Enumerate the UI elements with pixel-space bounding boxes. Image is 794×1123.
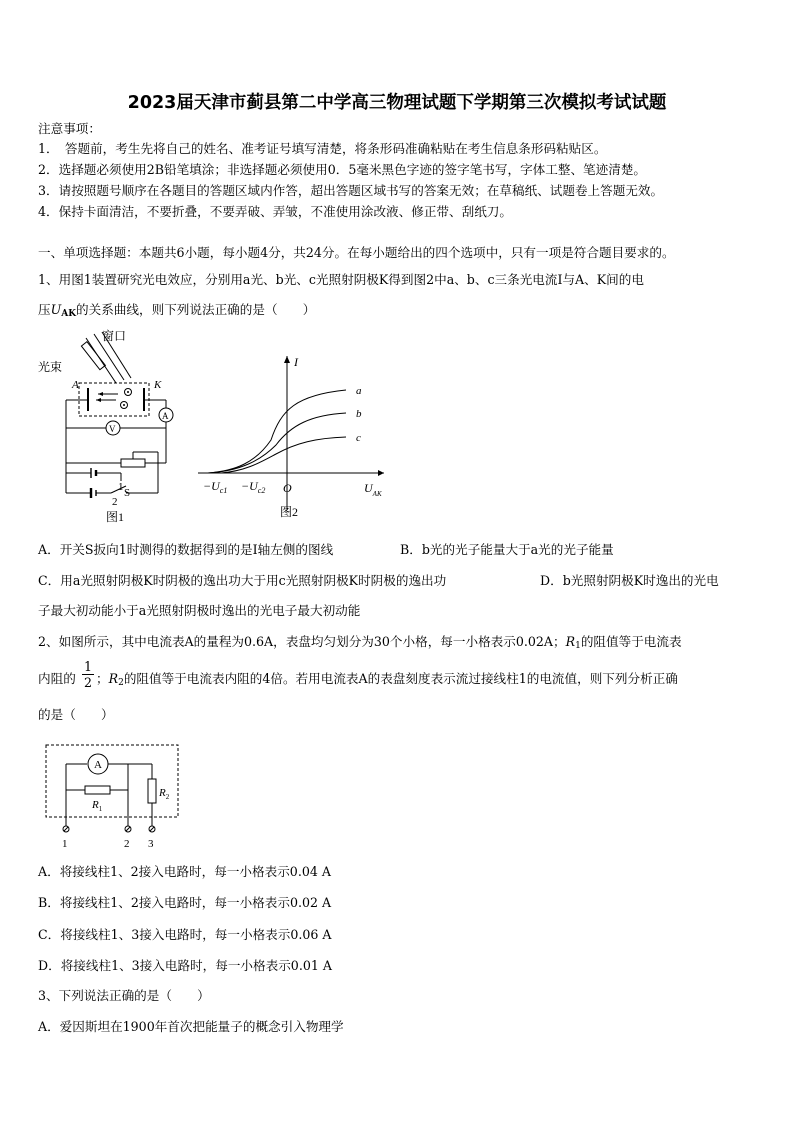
fraction-half (82, 659, 94, 690)
notice-item-4: 4．保持卡面清洁，不要折叠，不要弄破、弄皱，不准使用涂改液、修正带、刮纸刀。 (38, 204, 512, 219)
q1-option-a: A．开关S扳向1时测得的数据得到的是I轴左侧的图线 (38, 542, 334, 557)
q2-option-c: C．将接线柱1、3接入电路时，每一小格表示0.06 A (38, 927, 332, 942)
curve-c-label: c (356, 432, 361, 444)
rheostat-symbol (121, 459, 145, 467)
r2-subscript: 2 (118, 678, 124, 688)
curve-b (208, 413, 346, 473)
r2-symbol: R (108, 671, 119, 686)
section-heading: 一、单项选择题：本题共6小题，每小题4分，共24分。在每小题给出的四个选项中，只有一项是符合题目要求的。 (38, 245, 675, 260)
r1-symbol: R (565, 634, 576, 649)
r2-resistor (148, 779, 156, 803)
switch-pos-2: 2 (112, 496, 118, 508)
q1-option-c: C．用a光照射阴极K时阴极的逸出功大于用c光照射阴极K时阴极的逸出功 (38, 573, 447, 588)
q2-stem-line2 (38, 671, 76, 687)
figure-1-apparatus (36, 328, 186, 528)
q1-stem-line1: 1、用图1装置研究光电效应，分别用a光、b光、c光照射阴极K得到图2中a、b、c三条光电流I与A、K间的电 (38, 272, 644, 287)
origin-label: O (283, 481, 292, 495)
fraction-numerator: 1 (83, 659, 92, 674)
voltmeter-label: V (109, 424, 116, 434)
q1-option-d-cont: 子最大初动能小于a光照射阴极时逸出的光电子最大初动能 (38, 603, 361, 618)
cathode-label: K (154, 379, 162, 391)
beam-label: 光束 (38, 360, 63, 374)
i-axis-label: I (294, 355, 298, 369)
q1-stem-prefix: 压 (38, 302, 51, 317)
terminal-2-label: 2 (124, 838, 130, 850)
q2-stem-line3: 的是（ ） (38, 707, 114, 722)
notice-item-3: 3．请按照题号顺序在各题目的答题区域内作答，超出答题区域书写的答案无效；在草稿纸、试题卷上答题无效。 (38, 183, 664, 198)
terminal-3-label: 3 (148, 838, 154, 850)
switch-s-label: S (124, 487, 131, 499)
uc2-label: $-U_{c2}$ (241, 479, 266, 495)
notice-heading: 注意事项： (38, 121, 101, 136)
uak-axis-label: $U_{AK}$ (364, 481, 382, 498)
figure-1-caption: 图1 (106, 510, 125, 524)
switch-pos-1: 1 (118, 481, 124, 493)
x-axis-arrow (378, 470, 384, 476)
fraction-denominator: 2 (83, 675, 92, 690)
figure-q2-circuit (42, 742, 182, 850)
q2-stem-text: 2、如图所示，其中电流表A的量程为0.6A，表盘均匀划分为30个小格，每一小格表示0.02A； (38, 634, 566, 649)
q2-stem-text: 内阻的 (38, 671, 76, 686)
anode-label: A (72, 379, 79, 391)
q1-stem-line2 (38, 302, 315, 322)
ammeter-label: A (162, 411, 169, 421)
terminal-1-label: 1 (62, 838, 68, 850)
q2-option-d: D．将接线柱1、3接入电路时，每一小格表示0.01 A (38, 958, 332, 973)
curve-b-label: b (356, 408, 362, 420)
notice-item-2: 2．选择题必须使用2B铅笔填涂；非选择题必须使用0．5毫米黑色字迹的签字笔书写，字体工整、笔迹清楚。 (38, 162, 647, 177)
r1-label: $R_1$ (92, 799, 103, 813)
q2-stem-line1 (38, 634, 682, 654)
curve-a-label: a (356, 385, 362, 397)
curve-a (208, 390, 346, 473)
q1-option-b: B．b光的光子能量大于a光的光子能量 (400, 542, 614, 557)
figure-2-caption: 图2 (280, 505, 299, 519)
u-subscript: AK (61, 309, 77, 319)
figure-2-iu-curves (196, 350, 396, 525)
q2-option-b: B．将接线柱1、2接入电路时，每一小格表示0.02 A (38, 895, 332, 910)
q2-option-a: A．将接线柱1、2接入电路时，每一小格表示0.04 A (38, 864, 331, 879)
uc1-label: $-U_{c1}$ (203, 479, 228, 495)
r2-label: $R_2$ (159, 787, 170, 801)
q2-stem-text: 的阻值等于电流表内阻的4倍。若用电流表A的表盘刻度表示流过接线柱1的电流值，则下列分析正确 (123, 671, 678, 686)
q2-stem-line2-cont (96, 671, 678, 691)
q2-stem-text: 的阻值等于电流表 (580, 634, 682, 649)
r1-subscript: 1 (575, 641, 581, 651)
ammeter-label: A (94, 759, 102, 771)
y-axis-arrow (284, 356, 290, 363)
q1-stem-suffix: 的关系曲线，则下列说法正确的是（ ） (76, 302, 316, 317)
q3-stem: 3、下列说法正确的是（ ） (38, 988, 210, 1003)
q2-stem-text: ； (96, 671, 109, 686)
page-title: 2023届天津市蓟县第二中学高三物理试题下学期第三次模拟考试试题 (127, 93, 667, 113)
notice-item-1: 1． 答题前，考生先将自己的姓名、准考证号填写清楚，将条形码准确粘贴在考生信息条形码粘贴区。 (38, 141, 607, 156)
q1-option-d: D．b光照射阴极K时逸出的光电 (540, 573, 719, 588)
window-label: 窗口 (102, 329, 127, 343)
u-symbol: U (50, 302, 62, 317)
q3-option-a: A．爱因斯坦在1900年首次把能量子的概念引入物理学 (38, 1019, 344, 1034)
r1-resistor (85, 786, 110, 794)
